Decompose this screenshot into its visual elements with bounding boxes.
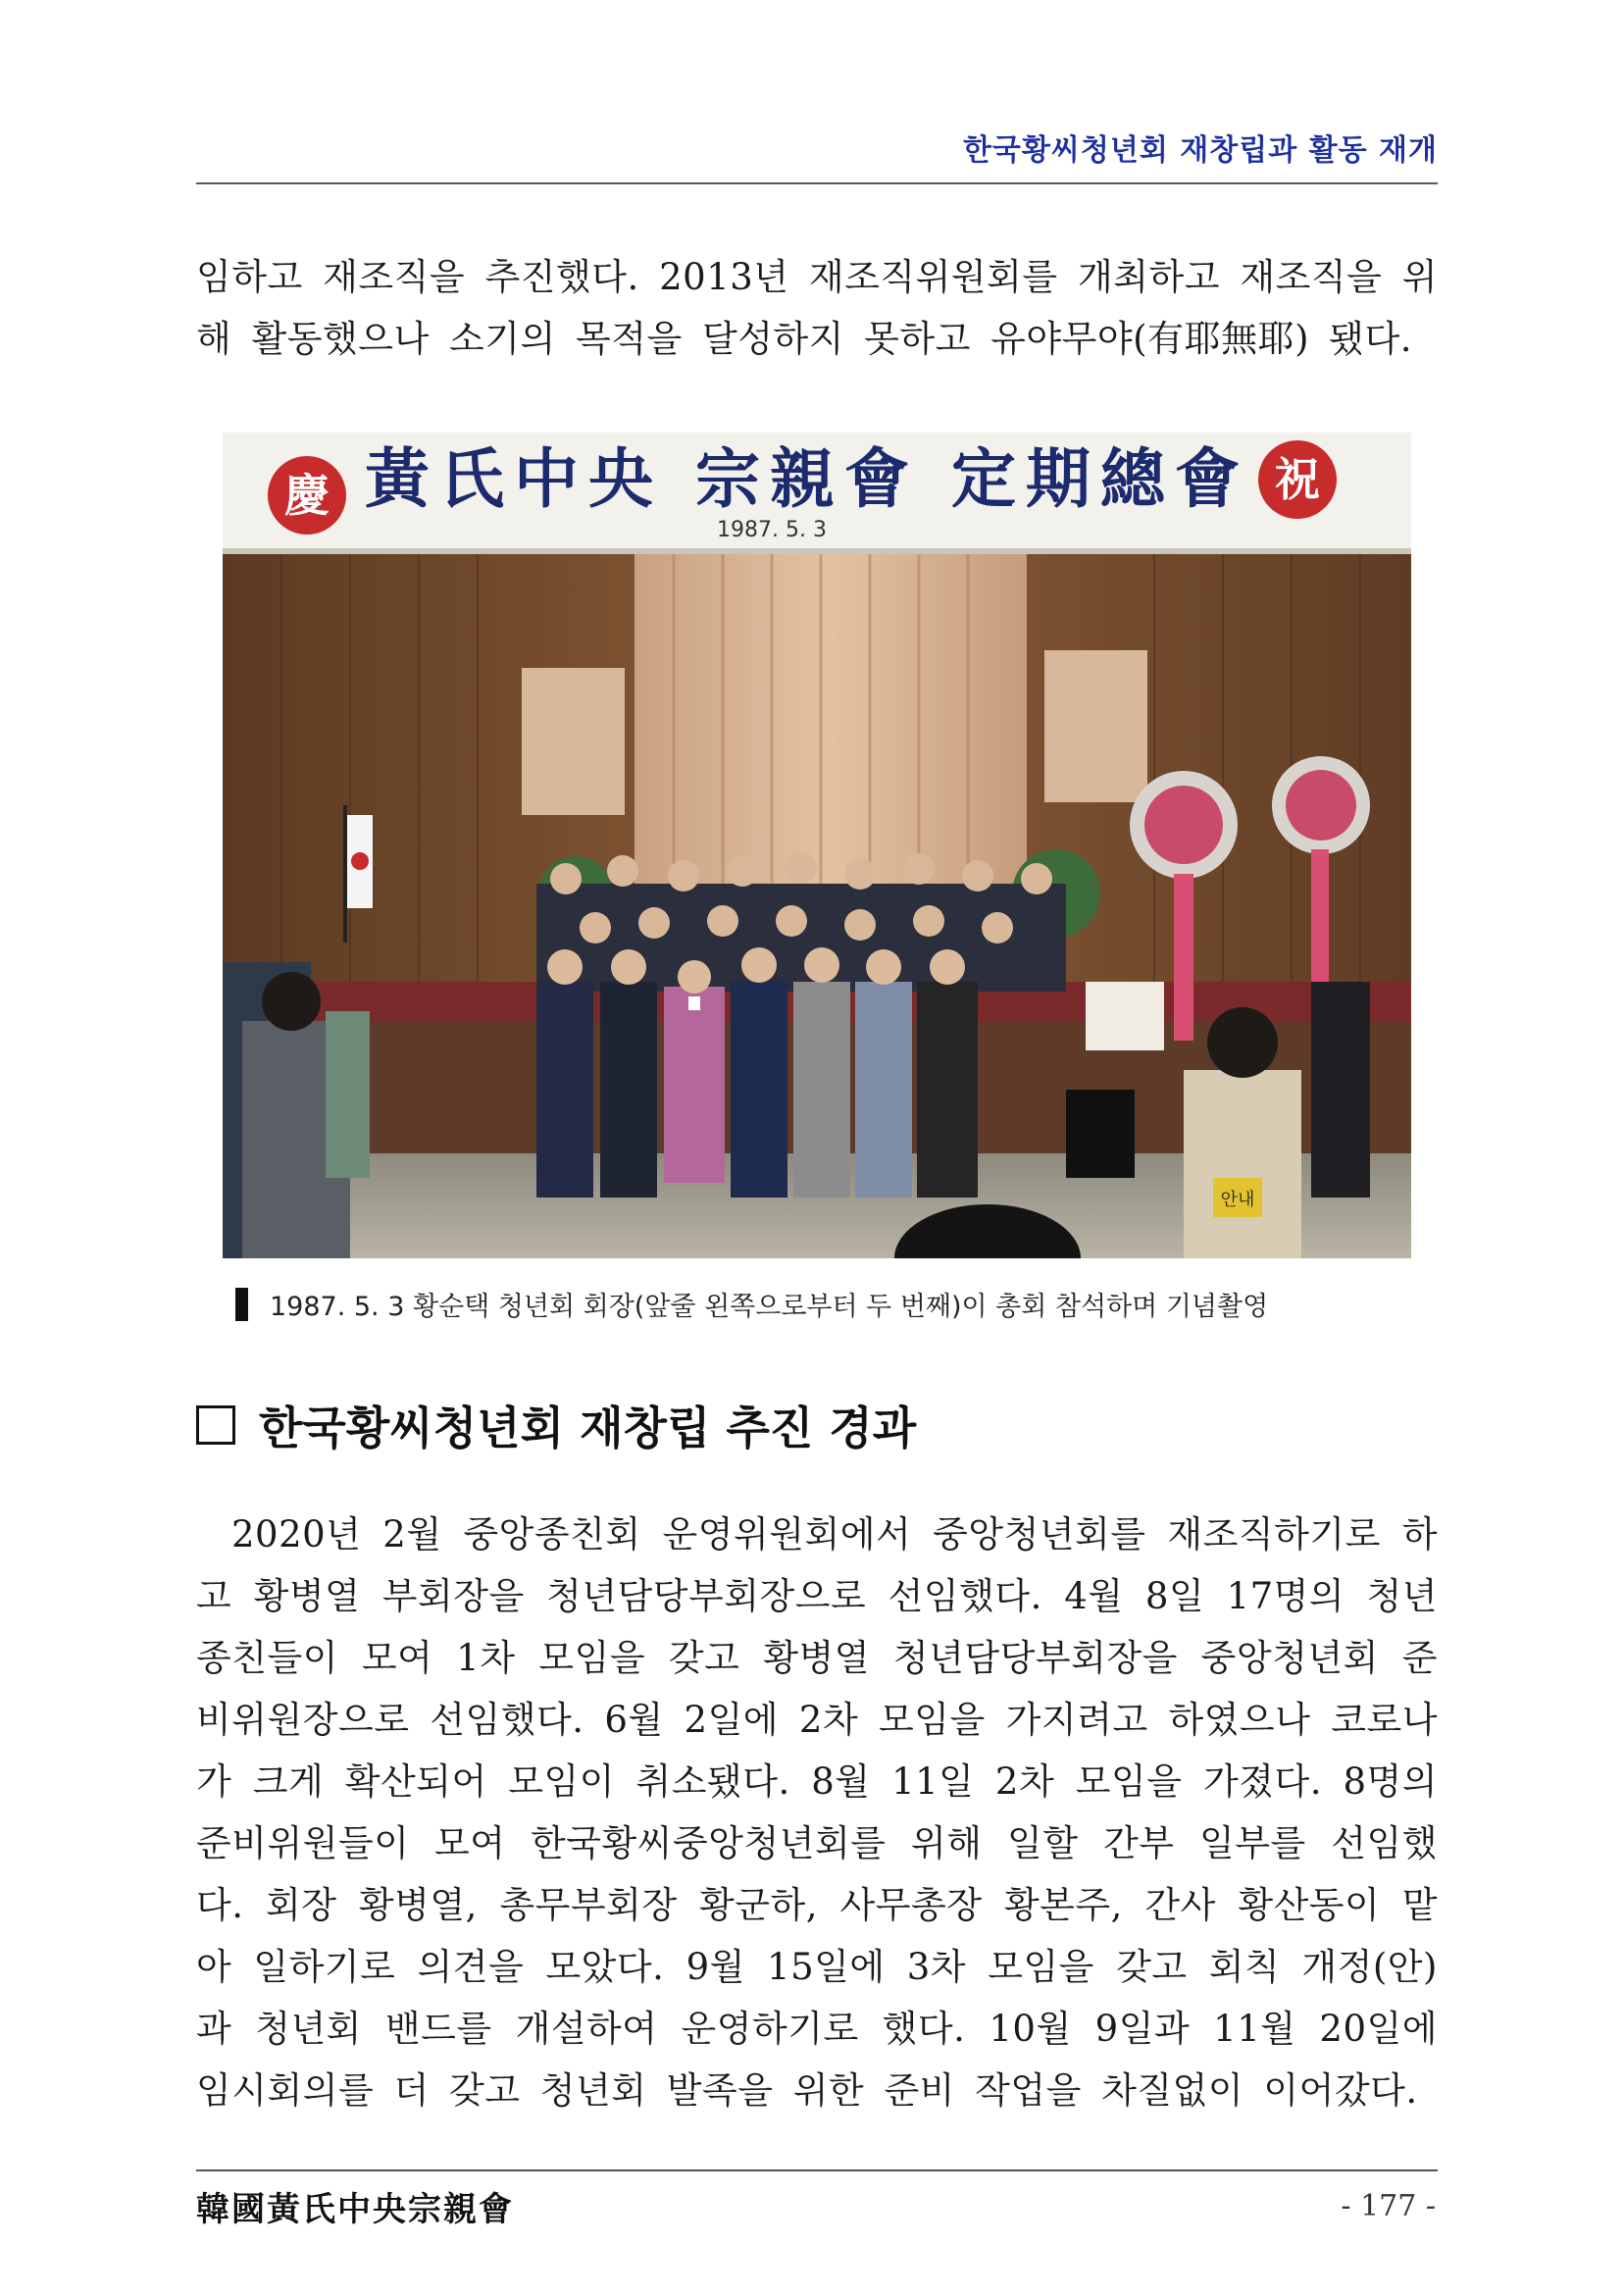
body-paragraph-1: 임하고 재조직을 추진했다. 2013년 재조직위원회를 개최하고 재조직을 위해 활동했으나 소기의 목적을 달성하지 못하고 유야무야(有耶無耶) 됐다.: [196, 256, 1438, 360]
footer-logo-text: 韓國黃氏中央宗親會: [196, 2190, 514, 2229]
section-heading: [196, 1393, 916, 1457]
section-title: 한국황씨청년회 재창립 추진 경과: [259, 1402, 917, 1454]
page-number: - 177 -: [1341, 2189, 1436, 2223]
footer-calligraphy-logo: [196, 2185, 530, 2234]
running-header-title: 한국황씨청년회 재창립과 활동 재개: [962, 133, 1438, 168]
square-bullet-icon: [196, 1405, 235, 1445]
photo-caption: [235, 1285, 1268, 1323]
caption-text: 1987. 5. 3 황순택 청년회 회장(앞줄 왼쪽으로부터 두 번째)이 총회 참석하며 기념촬영: [270, 1292, 1269, 1322]
footer-rule: [196, 2169, 1438, 2171]
banner-date: 1987. 5. 3: [717, 518, 827, 542]
armband-label: 안내: [1220, 1190, 1255, 1210]
banner-left-seal: 慶: [284, 469, 330, 522]
banner-right-seal: 祝: [1275, 453, 1320, 506]
event-photo: [223, 433, 1411, 1258]
banner-title: 黃氏中央 宗親會 定期總會: [365, 440, 1249, 517]
caption-bullet-icon: [235, 1288, 248, 1321]
header-rule: [196, 182, 1438, 184]
body-paragraph-2: 2020년 2월 중앙종친회 운영위원회에서 중앙청년회를 재조직하기로 하고 황병열 부회장을 청년담당부회장으로 선임했다. 4월 8일 17명의 청년 종친들이 모여 1차 모임을 갖고 황병열 청년담당부회장을 중앙청년회 준비위원장으로 선임했다. 6월 2일에 2차 모임을 가지려고 하였으나 코로나가 크게 확산되어 모임이 취소됐다. 8월 11일 2차 모임을 가졌다. 8명의 준비위원들이 모여 한국황씨중앙청년회를 위해 일할 간부 일부를 선임했다. 회장 황병열, 총무부회장 황군하, 사무총장 황본주, 간사 황산동이 맡아 일하기로 의견을 모았다. 9월 15일에 3차 모임을 갖고 회칙 개정(안)과 청년회 밴드를 개설하여 운영하기로 했다. 10월 9일과 11월 20일에 임시회의를 더 갖고 청년회 발족을 위한 준비 작업을 차질없이 이어갔다.: [196, 1513, 1438, 2112]
